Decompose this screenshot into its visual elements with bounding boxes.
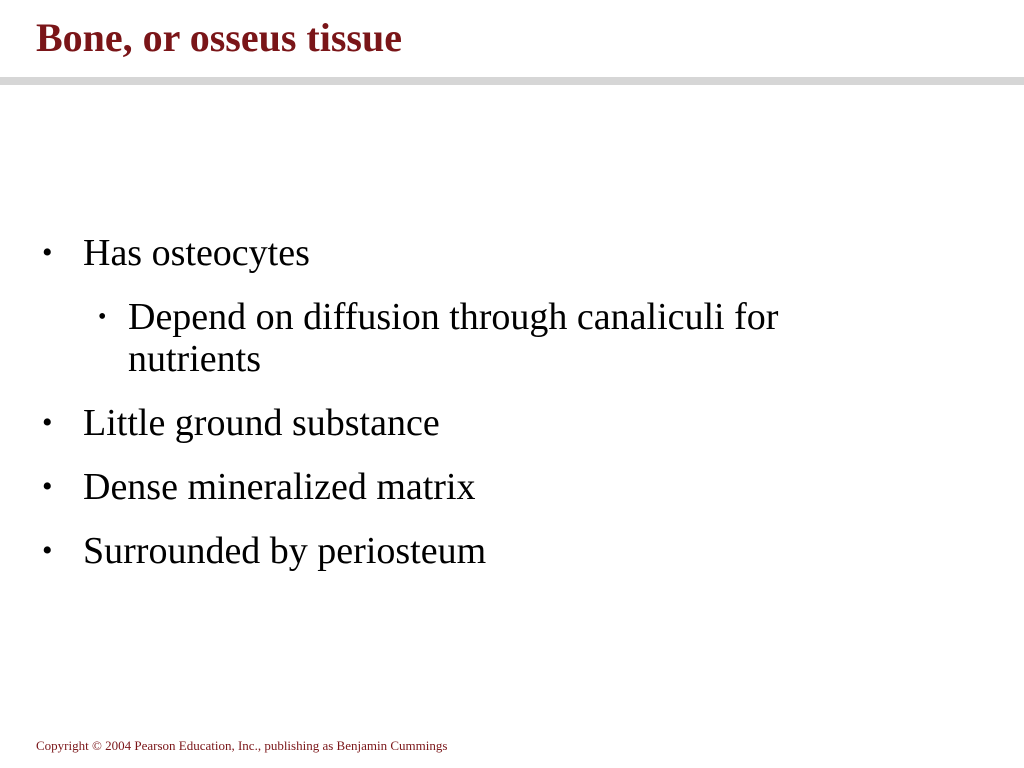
bullet-dot-icon: •: [42, 470, 53, 503]
bullet-item: [0, 466, 1024, 508]
bullet-text: Little ground substance: [83, 402, 440, 444]
bullet-list: [0, 232, 1024, 594]
bullet-text: Dense mineralized matrix: [83, 466, 476, 508]
sub-bullet-item: [0, 296, 1024, 380]
bullet-text: Surrounded by periosteum: [83, 530, 487, 572]
bullet-item: [0, 232, 1024, 274]
copyright-footer: Copyright © 2004 Pearson Education, Inc., publishing as Benjamin Cummings: [36, 738, 448, 753]
bullet-dot-icon: •: [42, 534, 53, 567]
bullet-dot-icon: •: [42, 406, 53, 439]
sub-bullet-text: Depend on diffusion through canaliculi for nutrients: [128, 296, 779, 380]
bullet-item: [0, 402, 1024, 444]
title-divider: [0, 77, 1024, 85]
bullet-text: Has osteocytes: [83, 232, 310, 274]
bullet-dot-icon: •: [98, 304, 107, 330]
bullet-dot-icon: •: [42, 236, 53, 269]
slide-title: Bone, or osseus tissue: [36, 15, 402, 60]
bullet-item: [0, 530, 1024, 572]
